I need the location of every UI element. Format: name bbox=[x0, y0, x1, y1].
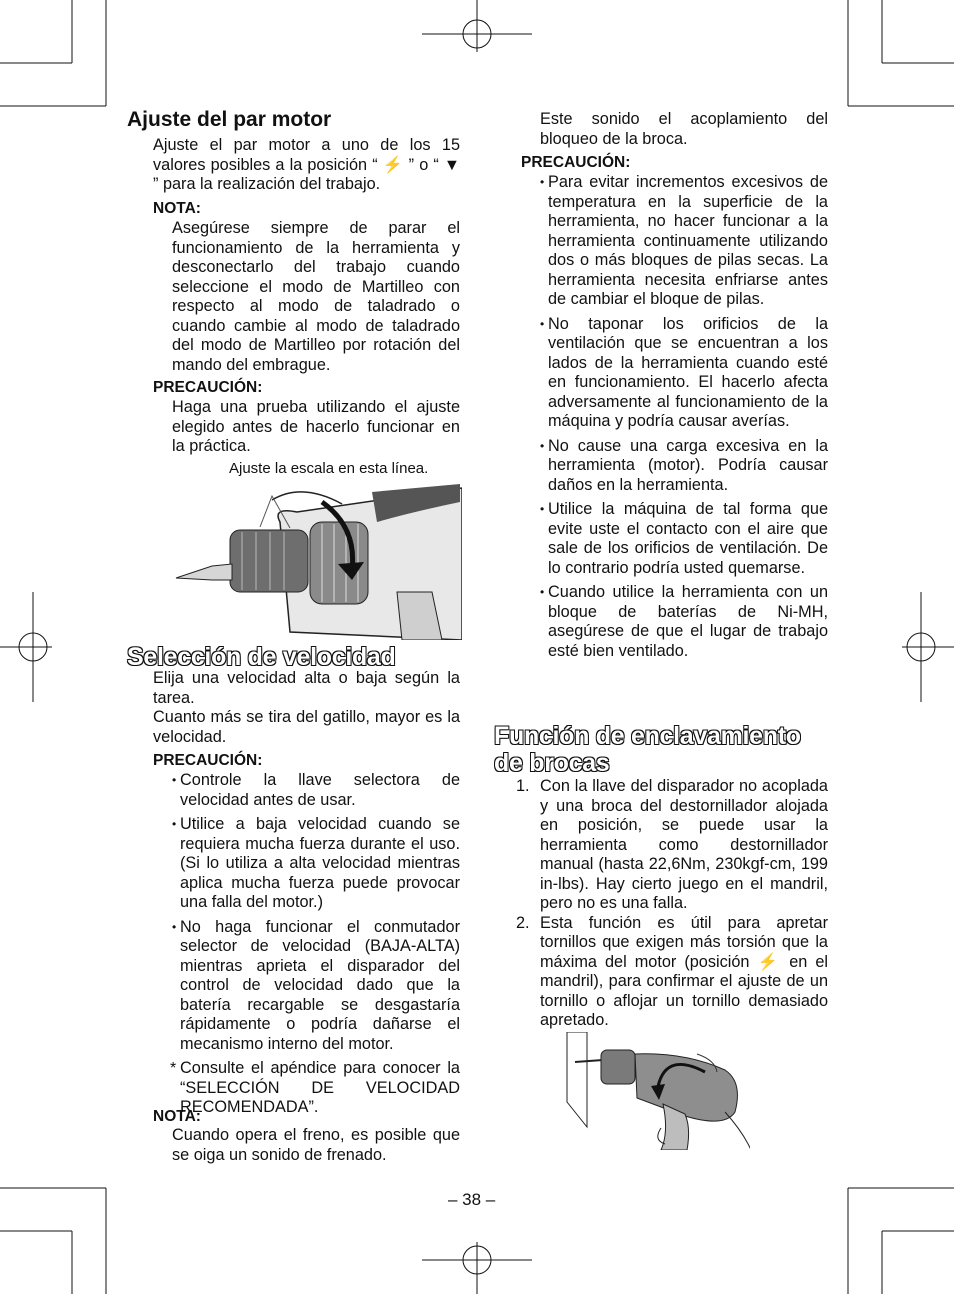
note-text: Asegúrese siempre de parar el funcionamiento de la herramienta y desconectarlo del trabajo cuando seleccione el modo de Martilleo con respecto al modo de taladrado o cuando cambie al modo de taladrado del modo de Martilleo por rotación del mando del embrague. bbox=[172, 219, 460, 374]
heading-torque: Ajuste del par motor bbox=[127, 108, 332, 131]
asterisk-note: * Consulte el apéndice para conocer la “SELECCIÓN DE VELOCIDAD RECOMENDADA”. bbox=[170, 1059, 460, 1116]
heading-bit-lock: Función de enclavamiento de brocas bbox=[494, 722, 801, 777]
right-caution-list bbox=[540, 173, 828, 666]
caution-text: Haga una prueba utilizando el ajuste elegido antes de hacerlo funcionar en la práctica. bbox=[172, 398, 460, 455]
caution-label-2: PRECAUCIÓN: bbox=[153, 752, 263, 769]
caution-label: PRECAUCIÓN: bbox=[153, 379, 263, 396]
list-item: • Utilice a baja velocidad cuando se requiera mucha fuerza durante el uso. (Si lo utiliza a alta velocidad mientras aplica mucha fuerza puede provocar una falla del motor.) bbox=[172, 815, 460, 911]
continued-text: Este sonido el acoplamiento del bloqueo de la broca. bbox=[540, 110, 828, 148]
list-item: • Utilice la máquina de tal forma que evite uste el contacto con el aire que sale de los orificios de ventilación. De lo contrario podría usted quemarse. bbox=[540, 500, 828, 577]
right-caution-label: PRECAUCIÓN: bbox=[521, 154, 631, 171]
list-item: 1. Con la llave del disparador no acoplada y una broca del destornillador alojada en posición, se puede usar la herramienta como destornillador manual (hasta 22,6Nm, 230kgf-cm, 199 in-lbs). Hay cierto juego en el mandril, pero no es una falla. bbox=[516, 777, 828, 912]
list-item: • Controle la llave selectora de velocidad antes de usar. bbox=[172, 771, 460, 809]
page-number: – 38 – bbox=[448, 1190, 496, 1209]
note-text-2: Cuando opera el freno, es posible que se oiga un sonido de frenado. bbox=[172, 1126, 460, 1164]
speed-caution-list bbox=[172, 771, 460, 1123]
list-item: • No haga funcionar el conmutador selector de velocidad (BAJA-ALTA) mientras aprieta el disparador del control de velocidad dado que la batería recargable se desgastaría rápidamente o podría dañarse el mecanismo interno del motor. bbox=[172, 917, 460, 1053]
torque-paragraph: Ajuste el par motor a uno de los 15 valores posibles a la posición “ ⚡ ” o “ ▼ ” para la realización del trabajo. bbox=[153, 136, 460, 193]
list-item: • No cause una carga excesiva en la herramienta (motor). Podría causar daños en la herramienta. bbox=[540, 436, 828, 494]
note-label: NOTA: bbox=[153, 200, 201, 217]
speed-paragraph-2: Cuanto más se tira del gatillo, mayor es la velocidad. bbox=[153, 708, 460, 746]
bit-lock-list bbox=[516, 777, 828, 1031]
speed-paragraph-1: Elija una velocidad alta o baja según la tarea. bbox=[153, 669, 460, 707]
heading-speed: Selección de velocidad bbox=[127, 643, 396, 671]
list-item: • Para evitar incrementos excesivos de temperatura en la superficie de la herramienta, no hacer funcionar a la herramienta continuamente utilizando dos o más bloques de pilas secas. La herramienta necesita enfriarse antes de cambiar el bloque de pilas. bbox=[540, 173, 828, 308]
figure-caption: Ajuste la escala en esta línea. bbox=[229, 460, 429, 477]
drill-torque-illustration bbox=[172, 482, 462, 640]
list-item: • Cuando utilice la herramienta con un bloque de baterías de Ni-MH, asegúrese de que el lugar de trabajo esté bien ventilado. bbox=[540, 583, 828, 660]
drill-bit-lock-illustration bbox=[565, 1032, 750, 1150]
list-item: • No taponar los orificios de la ventilación que se encuentran a los lados de la herramienta cuando esté en funcionamiento. El hacerlo afecta adversamente al funcionamiento de la máquina y podría causar averías. bbox=[540, 314, 828, 430]
list-item: 2. Esta función es útil para apretar tornillos que exigen más torsión que la máxima del motor (posición ⚡ en el mandril), para confirmar el ajuste de un tornillo o aflojar un tornillo demasiado apretado. bbox=[516, 913, 828, 1029]
note-label-2: NOTA: bbox=[153, 1108, 201, 1125]
